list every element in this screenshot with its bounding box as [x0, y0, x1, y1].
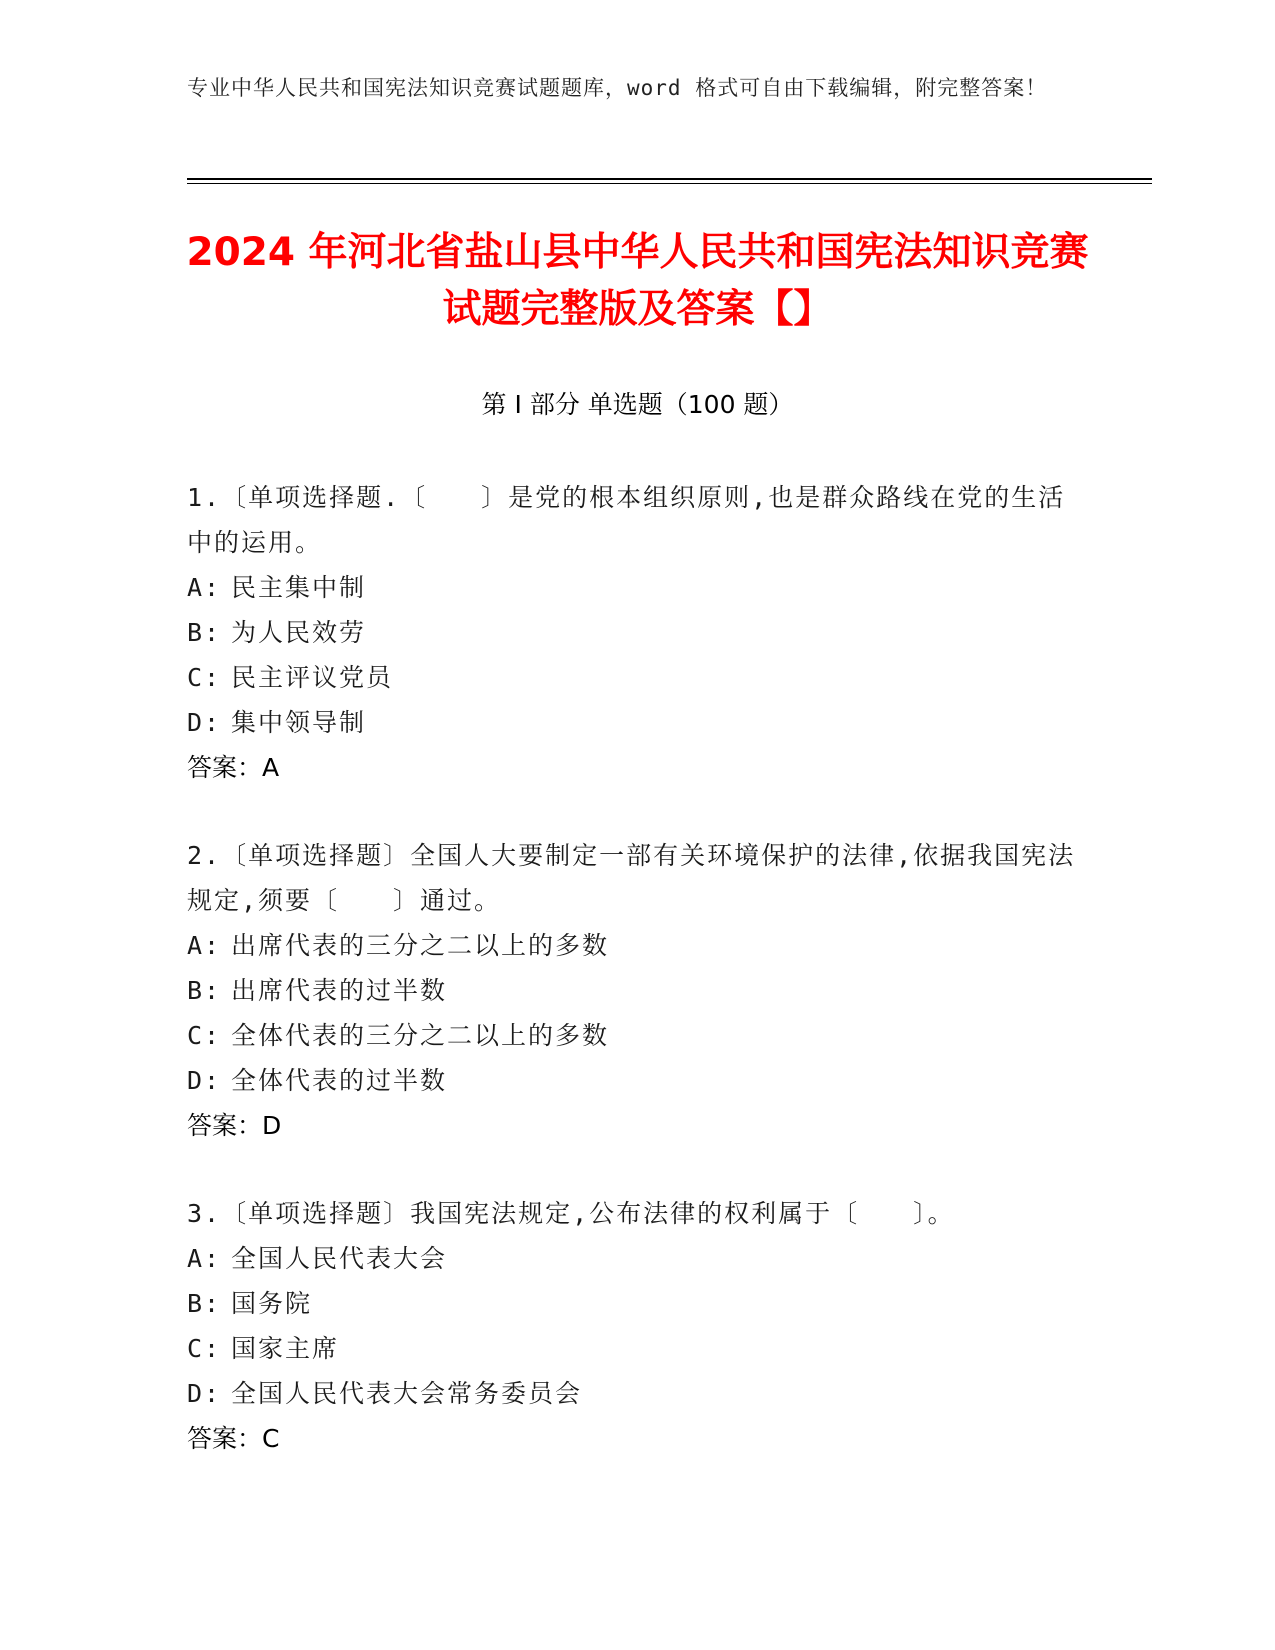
option-text: 出席代表的过半数 [231, 976, 448, 1005]
header-note: 专业中华人民共和国宪法知识竞赛试题题库，word 格式可自由下载编辑，附完整答案！ [187, 76, 1048, 100]
question-1 [187, 475, 1087, 790]
option-text: 国务院 [231, 1289, 313, 1318]
option-a [187, 1236, 1087, 1281]
question-stem: 2.〔单项选择题〕全国人大要制定一部有关环境保护的法律,依据我国宪法规定,须要〔 〕通过。 [187, 841, 1076, 915]
option-letter: B: [187, 618, 222, 647]
option-text: 民主评议党员 [231, 663, 394, 692]
option-b [187, 610, 1087, 655]
option-d [187, 1058, 1087, 1103]
option-d [187, 1371, 1087, 1416]
option-c [187, 1326, 1087, 1371]
option-text: 全体代表的过半数 [231, 1066, 448, 1095]
option-letter: D: [187, 1066, 222, 1095]
option-b [187, 968, 1087, 1013]
header-rule-thin [187, 183, 1152, 184]
option-text: 集中领导制 [231, 708, 367, 737]
question-stem: 3.〔单项选择题〕我国宪法规定,公布法律的权利属于〔 〕。 [187, 1199, 955, 1228]
option-letter: A: [187, 931, 222, 960]
option-letter: A: [187, 573, 222, 602]
option-letter: D: [187, 708, 222, 737]
answer-line: 答案：C [187, 1424, 280, 1453]
document-title: 2024 年河北省盐山县中华人民共和国宪法知识竞赛试题完整版及答案【】 [186, 230, 1089, 332]
option-letter: D: [187, 1379, 222, 1408]
option-letter: C: [187, 1334, 222, 1363]
option-d [187, 700, 1087, 745]
option-letter: B: [187, 976, 222, 1005]
option-letter: B: [187, 1289, 222, 1318]
option-text: 出席代表的三分之二以上的多数 [231, 931, 610, 960]
option-text: 全体代表的三分之二以上的多数 [231, 1021, 610, 1050]
option-c [187, 1013, 1087, 1058]
question-2 [187, 833, 1087, 1148]
question-3 [187, 1191, 1087, 1461]
option-letter: C: [187, 1021, 222, 1050]
option-letter: A: [187, 1244, 222, 1273]
option-b [187, 1281, 1087, 1326]
section-heading: 第 I 部分 单选题（100 题） [481, 390, 794, 419]
question-stem: 1.〔单项选择题.〔 〕是党的根本组织原则,也是群众路线在党的生活中的运用。 [187, 483, 1066, 557]
question-list [187, 475, 1087, 1504]
option-a [187, 565, 1087, 610]
option-a [187, 923, 1087, 968]
option-text: 为人民效劳 [231, 618, 367, 647]
header-rule-thick [187, 178, 1152, 180]
option-text: 国家主席 [231, 1334, 340, 1363]
option-text: 民主集中制 [231, 573, 367, 602]
option-text: 全国人民代表大会常务委员会 [231, 1379, 583, 1408]
option-text: 全国人民代表大会 [231, 1244, 448, 1273]
answer-line: 答案：A [187, 753, 280, 782]
option-letter: C: [187, 663, 222, 692]
option-c [187, 655, 1087, 700]
answer-line: 答案：D [187, 1111, 282, 1140]
